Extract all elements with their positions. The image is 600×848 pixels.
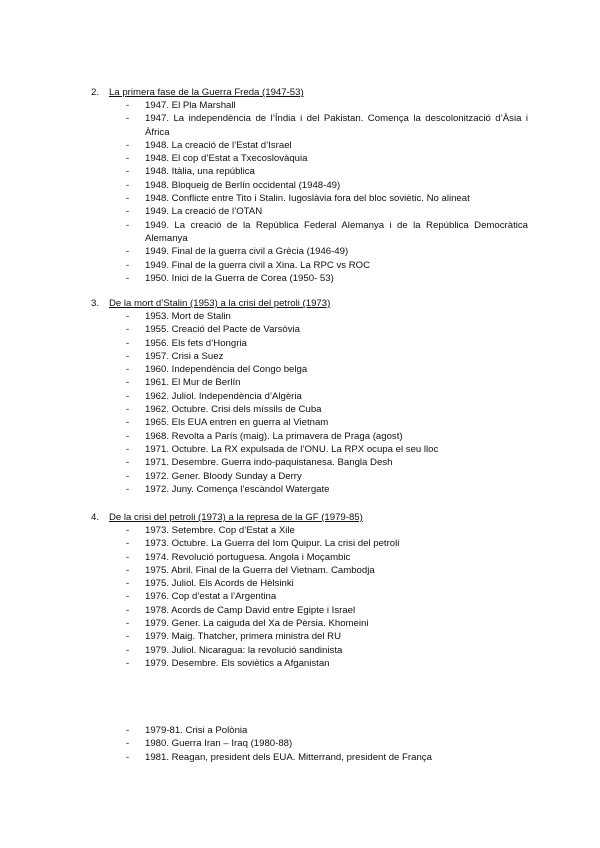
list-item: - 1979. Gener. La caiguda del Xa de Pèrsia. Khomeini xyxy=(126,618,369,630)
list-item: - 1975. Abril. Final de la Guerra del Vietnam. Cambodja xyxy=(126,564,375,576)
section-2 xyxy=(0,86,600,285)
list-item: - 1947. La independència de l’Índia i del Pakistan. Comença la descolonització d’Àsia i Àfrica xyxy=(126,113,528,138)
list-item: - 1979. Juliol. Nicaragua: la revolució sandinista xyxy=(126,644,343,656)
section-number: 4. xyxy=(91,512,100,523)
section-4-continued xyxy=(0,724,600,764)
list-item: - 1948. Bloqueig de Berlín occidental (1948-49) xyxy=(126,179,341,191)
list-item: - 1968. Revolta a París (maig). La primavera de Praga (agost) xyxy=(126,430,403,442)
section-4 xyxy=(0,511,600,670)
list-item: - 1979. Desembre. Els soviètics a Afganistan xyxy=(126,657,330,669)
list-item: - 1956. Els fets d’Hongria xyxy=(126,337,247,349)
list-item: - 1955. Creació del Pacte de Varsòvia xyxy=(126,324,301,336)
list-item: - 1948. El cop d’Estat a Txecoslovàquia xyxy=(126,153,308,165)
section-3 xyxy=(0,297,600,496)
list-item: - 1965. Els EUA entren en guerra al Vietnam xyxy=(126,417,329,429)
list-item: - 1972. Gener. Bloody Sunday a Derry xyxy=(126,470,302,482)
list-item: - 1980. Guerra Iran – Iraq (1980-88) xyxy=(126,738,293,750)
list-item: - 1948. La creació de l’Estat d’Israel xyxy=(126,139,292,151)
list-item: - 1978. Acords de Camp David entre Egipte i Israel xyxy=(126,604,356,616)
list-item: - 1974. Revolució portuguesa. Angola i Moçambic xyxy=(126,551,351,563)
list-item: - 1972. Juny. Comença l’escàndol Watergate xyxy=(126,483,330,495)
list-item: - 1976. Cop d’estat a l’Argentina xyxy=(126,591,277,603)
list-item: - 1957. Crisi a Suez xyxy=(126,350,224,362)
list-item: - 1975. Juliol. Els Acords de Hèlsinki xyxy=(126,578,294,590)
list-item: - 1948. Itàlia, una república xyxy=(126,166,255,178)
list-item: - 1971. Octubre. La RX expulsada de l’ONU. La RPX ocupa el seu lloc xyxy=(126,443,439,455)
list-item: - 1949. Final de la guerra civil a Xina. La RPC vs ROC xyxy=(126,259,371,271)
list-item: - 1949. La creació de l’OTAN xyxy=(126,206,263,218)
list-item: - 1950. Inici de la Guerra de Corea (1950- 53) xyxy=(126,272,334,284)
list-item: - 1949. La creació de la República Federal Alemanya i de la República Democràtica Alemanya xyxy=(126,219,528,244)
list-item: - 1947. El Pla Marshall xyxy=(126,100,236,111)
list-item: - 1981. Reagan, president dels EUA. Mitterrand, president de França xyxy=(126,751,432,763)
section-number: 3. xyxy=(91,298,100,309)
list-item: - 1961. El Mur de Berlín xyxy=(126,377,241,389)
list-item: - 1949. Final de la guerra civil a Grècia (1946-49) xyxy=(126,246,349,258)
list-item: - 1948. Conflicte entre Tito i Stalin. Iugoslàvia fora del bloc soviètic. No alineat xyxy=(126,193,470,205)
list-item: - 1953. Mort de Stalin xyxy=(126,311,231,322)
event-list xyxy=(0,724,600,764)
event-list xyxy=(0,310,600,496)
list-item: - 1962. Octubre. Crisi dels míssils de Cuba xyxy=(126,404,322,416)
list-item: - 1960. Independència del Congo belga xyxy=(126,364,308,376)
event-list xyxy=(0,524,600,670)
section-title: De la crisi del petroli (1973) a la represa de la GF (1979-85) xyxy=(109,512,363,523)
list-item: - 1973. Octubre. La Guerra del Iom Quipur. La crisi del petroli xyxy=(126,538,400,550)
section-title: La primera fase de la Guerra Freda (1947-53) xyxy=(109,87,304,98)
event-list xyxy=(0,99,600,285)
section-heading xyxy=(0,511,600,524)
list-item: - 1962. Juliol. Independència d’Algèria xyxy=(126,390,302,402)
list-item: - 1979-81. Crisi a Polònia xyxy=(126,725,248,736)
list-item: - 1973. Setembre. Cop d’Estat a Xile xyxy=(126,525,295,536)
list-item: - 1971. Desembre. Guerra indo-paquistanesa. Bangla Desh xyxy=(126,457,393,469)
section-title: De la mort d’Stalin (1953) a la crisi del petroli (1973) xyxy=(109,298,331,309)
section-heading xyxy=(0,297,600,310)
section-number: 2. xyxy=(91,87,100,98)
section-heading xyxy=(0,86,600,99)
list-item: - 1979. Maig. Thatcher, primera ministra del RU xyxy=(126,631,342,643)
